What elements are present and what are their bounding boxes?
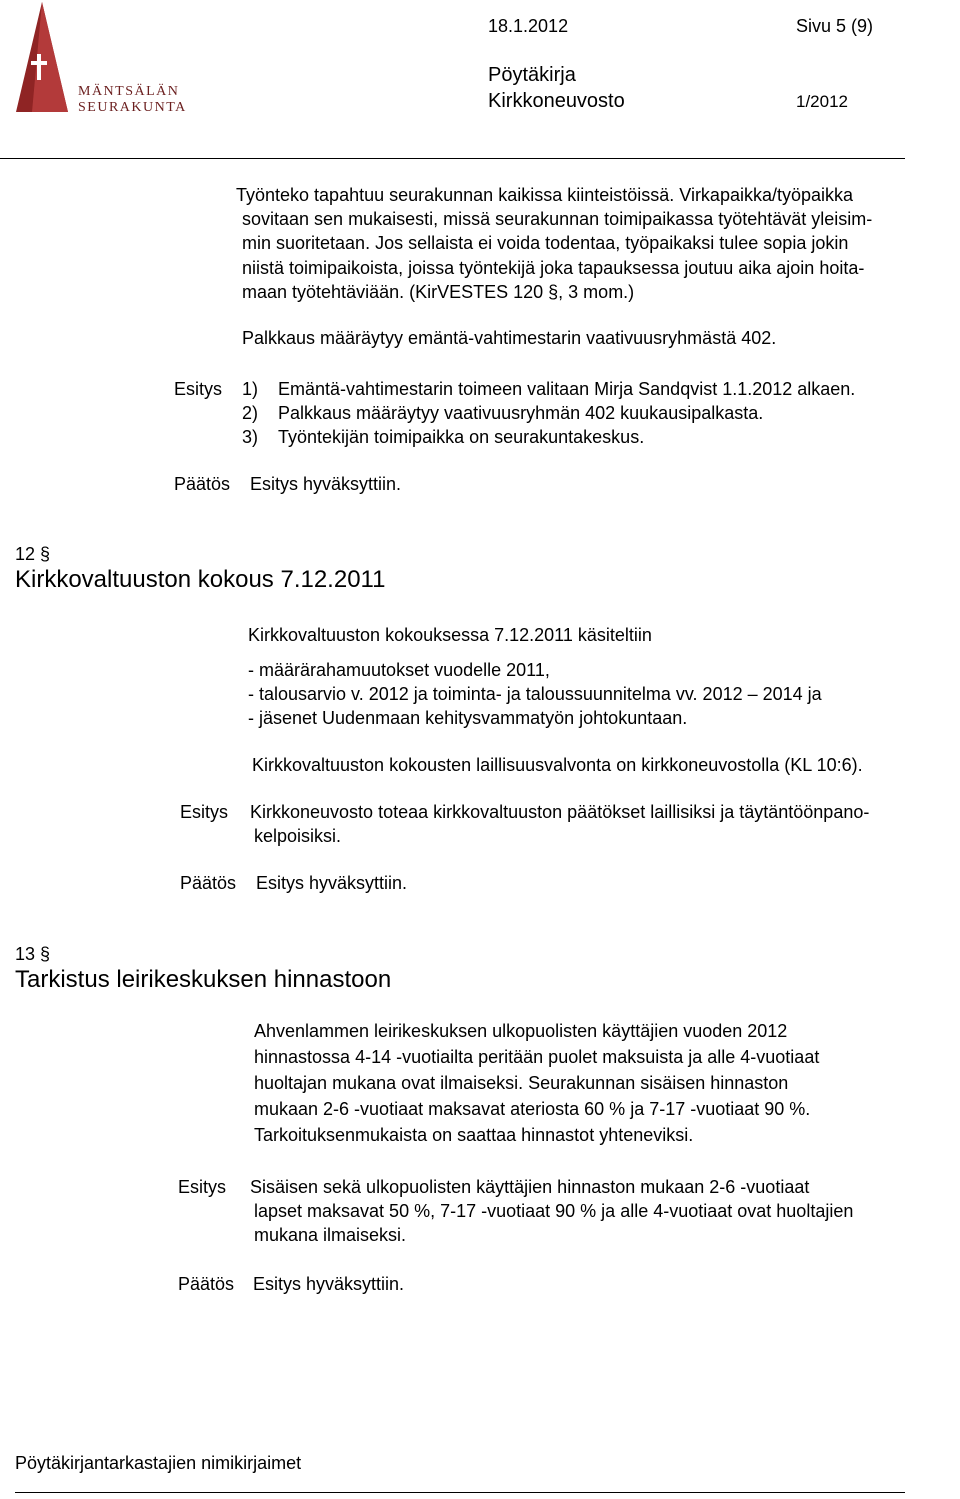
esitys-label: Esitys xyxy=(178,1177,227,1197)
paragraph-line: niistä toimipaikoista, joissa työntekijä joka tapauksessa joutuu aika ajoin hoita- xyxy=(242,258,865,278)
proposal-text: Palkkaus määräytyy vaativuusryhmän 402 kuukausipalkasta. xyxy=(278,403,764,423)
esitys-text: Sisäisen sekä ulkopuolisten käyttäjien hinnaston mukaan 2-6 -vuotiaat xyxy=(250,1177,810,1197)
paatos-text: Esitys hyväksyttiin. xyxy=(253,1274,405,1294)
esitys-text: mukana ilmaiseksi. xyxy=(254,1225,407,1245)
section-number: 12 § xyxy=(15,544,51,564)
proposal-number: 1) xyxy=(242,379,259,399)
esitys-text: Kirkkoneuvosto toteaa kirkkovaltuuston päätökset laillisiksi ja täytäntöönpano- xyxy=(250,802,870,822)
paragraph-line: Työnteko tapahtuu seurakunnan kaikissa kiinteistöissä. Virkapaikka/työpaikka xyxy=(236,185,854,205)
minutes-number: 1/2012 xyxy=(796,92,848,111)
paatos-label: Päätös xyxy=(180,873,237,893)
proposal-text: Emäntä-vahtimestarin toimeen valitaan Mirja Sandqvist 1.1.2012 alkaen. xyxy=(278,379,856,399)
supervision-note: Kirkkovaltuuston kokousten laillisuusvalvonta on kirkkoneuvostolla (KL 10:6). xyxy=(252,755,863,775)
esitys-label: Esitys xyxy=(174,379,223,399)
signature-line xyxy=(15,1492,905,1493)
proposal-number: 2) xyxy=(242,403,259,423)
paatos-label: Päätös xyxy=(174,474,231,494)
governing-body: Kirkkoneuvosto xyxy=(488,90,625,112)
document-type: Pöytäkirja xyxy=(488,64,576,86)
paragraph-line: hinnastossa 4-14 -vuotiailta peritään puolet maksuista ja alle 4-vuotiaat xyxy=(254,1047,820,1067)
section-title: Kirkkovaltuuston kokous 7.12.2011 xyxy=(15,566,386,593)
signature-label: Pöytäkirjantarkastajien nimikirjaimet xyxy=(15,1453,302,1473)
page-number: Sivu 5 (9) xyxy=(796,16,874,36)
paragraph-line: sovitaan sen mukaisesti, missä seurakunnan toimipaikassa työtehtävät yleisim- xyxy=(242,209,873,229)
paatos-label: Päätös xyxy=(178,1274,235,1294)
church-logo-icon xyxy=(10,2,80,114)
paatos-text: Esitys hyväksyttiin. xyxy=(256,873,408,893)
paragraph-line: maan työtehtäviään. (KirVESTES 120 §, 3 mom.) xyxy=(242,282,635,302)
paragraph-line: Ahvenlammen leirikeskuksen ulkopuolisten käyttäjien vuoden 2012 xyxy=(254,1021,788,1041)
paragraph-line: huoltajan mukana ovat ilmaiseksi. Seurakunnan sisäisen hinnaston xyxy=(254,1073,789,1093)
list-item: - jäsenet Uudenmaan kehitysvammatyön johtokuntaan. xyxy=(248,708,688,728)
proposal-number: 3) xyxy=(242,427,259,447)
esitys-text: lapset maksavat 50 %, 7-17 -vuotiaat 90 % ja alle 4-vuotiaat ovat huoltajien xyxy=(254,1201,854,1221)
logo-text-line2: SEURAKUNTA xyxy=(78,100,187,115)
header-divider xyxy=(0,158,905,159)
paragraph-line: Tarkoituksenmukaista on saattaa hinnastot yhteneviksi. xyxy=(254,1125,694,1145)
parish-logo xyxy=(10,2,190,120)
paragraph-line: mukaan 2-6 -vuotiaat maksavat ateriosta 60 % ja 7-17 -vuotiaat 90 %. xyxy=(254,1099,811,1119)
logo-text-line1: MÄNTSÄLÄN xyxy=(78,84,180,99)
proposal-text: Työntekijän toimipaikka on seurakuntakeskus. xyxy=(278,427,645,447)
esitys-text: kelpoisiksi. xyxy=(254,826,342,846)
section-title: Tarkistus leirikeskuksen hinnastoon xyxy=(15,966,392,993)
pay-grade-line: Palkkaus määräytyy emäntä-vahtimestarin vaativuusryhmästä 402. xyxy=(242,328,777,348)
paragraph-line: min suoritetaan. Jos sellaista ei voida todentaa, työpaikaksi tulee sopia jokin xyxy=(242,233,849,253)
list-item: - talousarvio v. 2012 ja toiminta- ja taloussuunnitelma vv. 2012 – 2014 ja xyxy=(248,684,822,704)
esitys-label: Esitys xyxy=(180,802,229,822)
list-item: - määrärahamuutokset vuodelle 2011, xyxy=(248,660,550,680)
section-number: 13 § xyxy=(15,944,51,964)
document-date: 18.1.2012 xyxy=(488,16,569,36)
section-intro: Kirkkovaltuuston kokouksessa 7.12.2011 käsiteltiin xyxy=(248,625,652,645)
paatos-text: Esitys hyväksyttiin. xyxy=(250,474,402,494)
